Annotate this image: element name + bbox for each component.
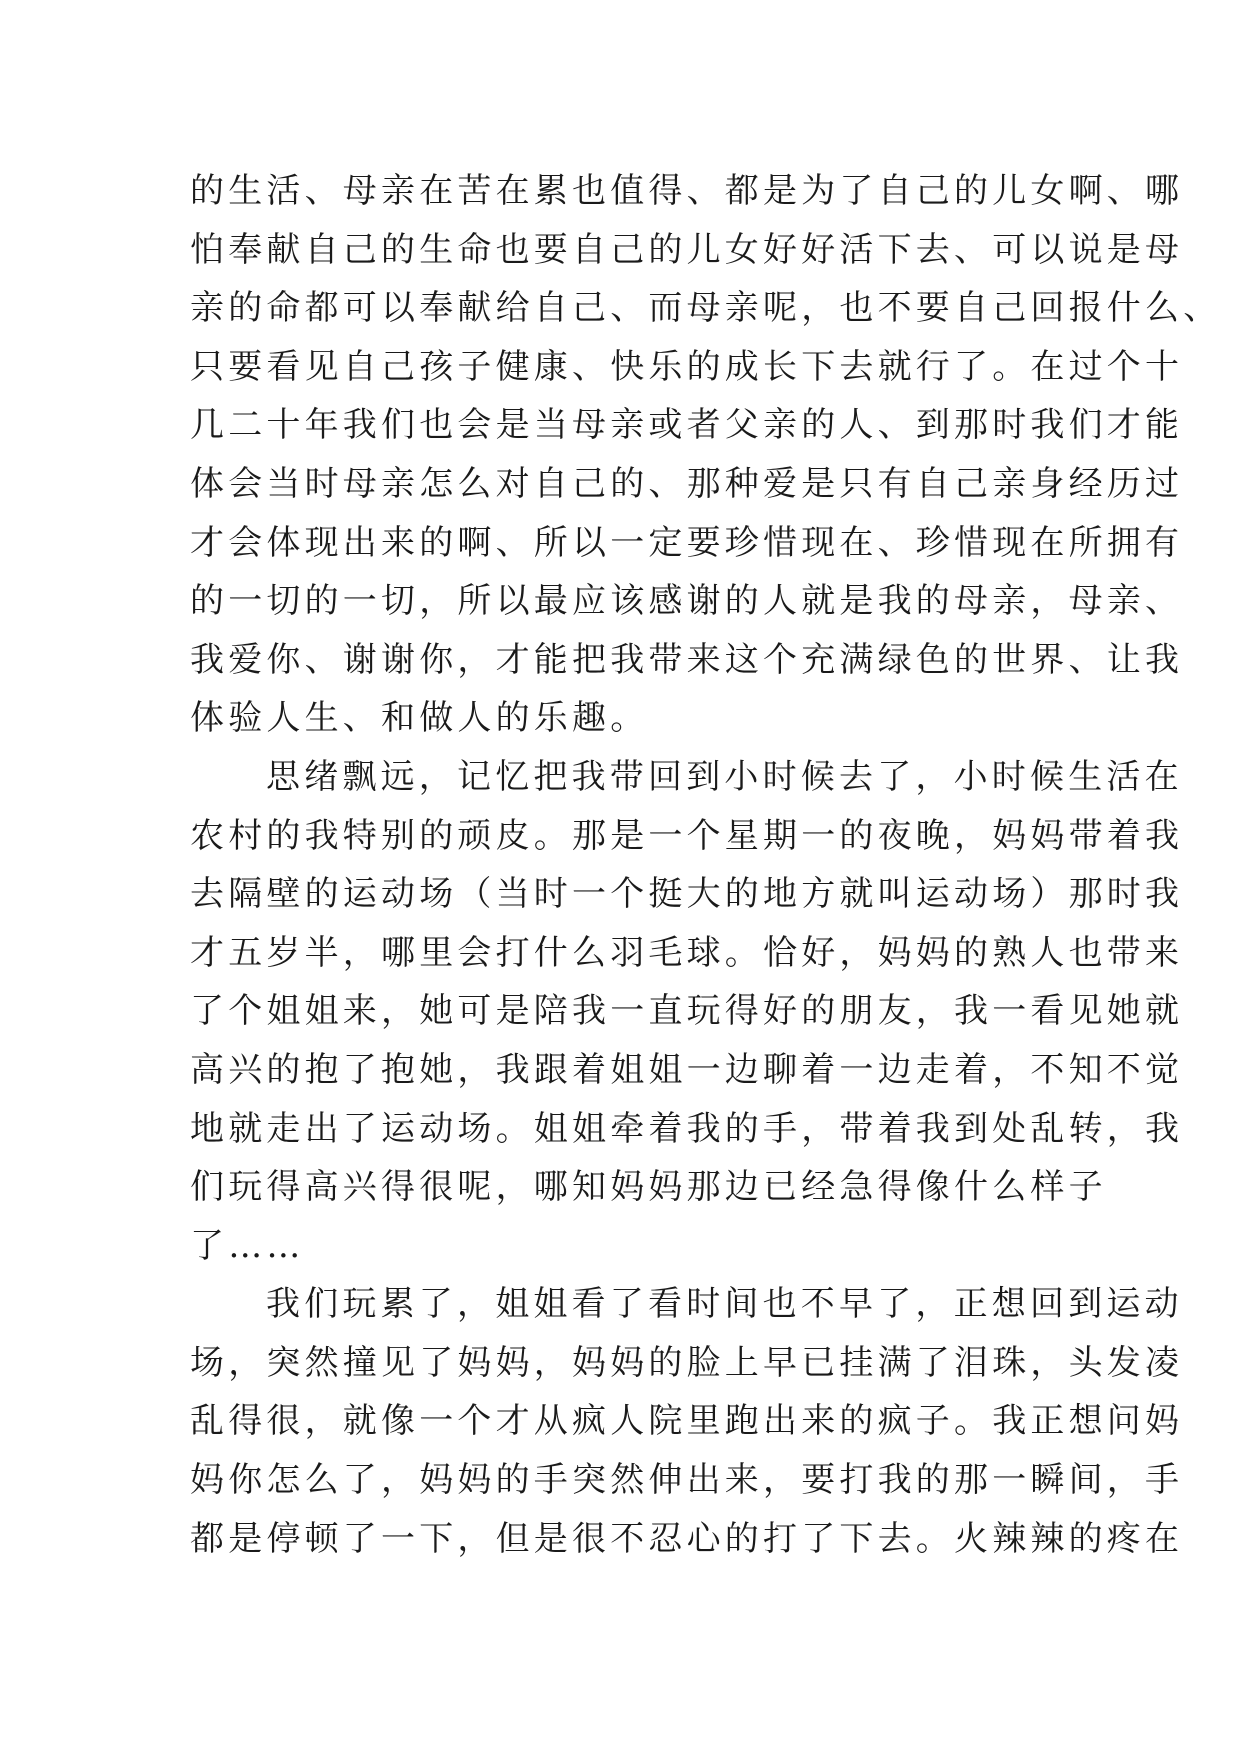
text-line: 乱得很，就像一个才从疯人院里跑出来的疯子。我正想问妈 [190,1401,1184,1442]
text-line: 了…… [190,1225,305,1266]
text-line: 才会体现出来的啊、所以一定要珍惜现在、珍惜现在所拥有 [190,522,1184,563]
text-line: 几二十年我们也会是当母亲或者父亲的人、到那时我们才能 [190,405,1184,446]
body-text [190,162,1222,1568]
text-line: 我爱你、谢谢你，才能把我带来这个充满绿色的世界、让我 [190,639,1184,680]
text-line: 的一切的一切，所以最应该感谢的人就是我的母亲，母亲、 [190,581,1184,622]
text-line: 亲的命都可以奉献给自己、而母亲呢，也不要自己回报什么、 [190,288,1222,329]
paragraph-start-line: 思绪飘远，记忆把我带回到小时候去了，小时候生活在 [266,756,1183,797]
text-line: 体验人生、和做人的乐趣。 [190,698,649,739]
text-line: 只要看见自己孩子健康、快乐的成长下去就行了。在过个十 [190,346,1184,387]
text-line: 体会当时母亲怎么对自己的、那种爱是只有自己亲身经历过 [190,463,1184,504]
text-line: 都是停顿了一下，但是很不忍心的打了下去。火辣辣的疼在 [190,1518,1184,1559]
text-line: 们玩得高兴得很呢，哪知妈妈那边已经急得像什么样子 [190,1167,1107,1208]
text-line: 地就走出了运动场。姐姐牵着我的手，带着我到处乱转，我 [190,1108,1184,1149]
text-line: 妈你怎么了，妈妈的手突然伸出来，要打我的那一瞬间，手 [190,1460,1184,1501]
text-line: 才五岁半，哪里会打什么羽毛球。恰好，妈妈的熟人也带来 [190,932,1184,973]
text-line: 高兴的抱了抱她，我跟着姐姐一边聊着一边走着，不知不觉 [190,1049,1184,1090]
paragraph-start-line: 我们玩累了，姐姐看了看时间也不早了，正想回到运动 [266,1284,1183,1325]
text-line: 怕奉献自己的生命也要自己的儿女好好活下去、可以说是母 [190,229,1184,270]
text-line: 了个姐姐来，她可是陪我一直玩得好的朋友，我一看见她就 [190,991,1184,1032]
text-line: 去隔壁的运动场（当时一个挺大的地方就叫运动场）那时我 [190,874,1184,915]
text-line: 的生活、母亲在苦在累也值得、都是为了自己的儿女啊、哪 [190,171,1184,211]
text-line: 农村的我特别的顽皮。那是一个星期一的夜晚，妈妈带着我 [190,815,1184,856]
text-line: 场，突然撞见了妈妈，妈妈的脸上早已挂满了泪珠，头发凌 [190,1342,1184,1383]
